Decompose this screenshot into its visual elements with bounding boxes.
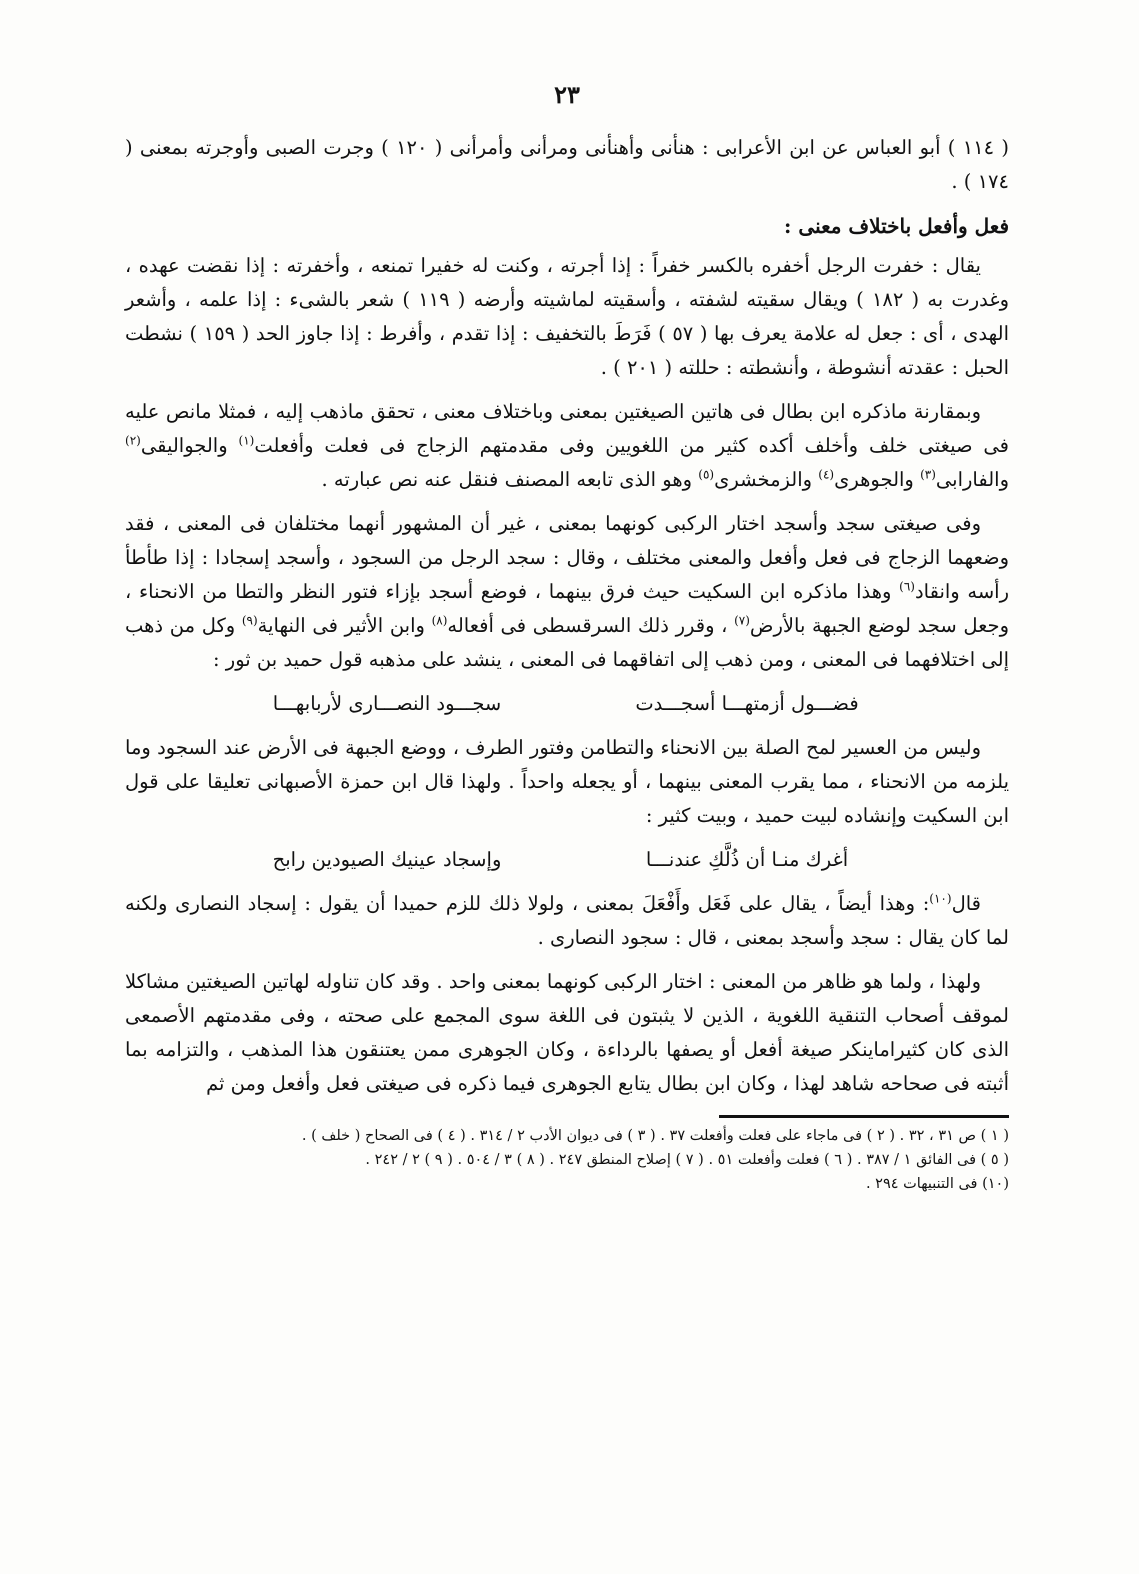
footnote-line: (١٠) فى التنبيهات ٢٩٤ . (865, 1176, 1009, 1192)
footnote-line: ( ٥ ) فى الفائق ١ / ٣٨٧ . ( ٦ ) فعلت وأفعلت ٥١ . ( ٧ ) إصلاح المنطق ٢٤٧ . ( ٨ ) ٣ / ٥٠٤ . ( ٩ ) ٢ / ٢٤٢ . (365, 1152, 1009, 1168)
footnote-ref-8: (٨) (431, 613, 448, 628)
footnote-ref-10: (١٠) (929, 891, 952, 906)
footnote-line: ( ١ ) ص ٣١ ، ٣٢ . ( ٢ ) فى ماجاء على فعلت وأفعلت ٣٧ . ( ٣ ) فى ديوان الأدب ٢ / ٣١٤ . ( ٤ ) فى الصحاح ( خلف ) . (301, 1128, 1009, 1144)
footnote-ref-9: (٩) (241, 613, 258, 628)
verse-1 (125, 687, 1009, 721)
text-run: قال (951, 892, 981, 915)
text-run: وهذا ماذكره ابن السكيت حيث فرق بينهما ، فوضع أسجد بإزاء فتور النظر والتطا من الانحناء ، وجعل سجد لوضع الجبهة بالأرض (125, 580, 1010, 637)
paragraph-2: يقال : خفرت الرجل أخفره بالكسر خفراً : إذا أجرته ، وكنت له خفيرا تمنعه ، وأخفرته : إذا نقضت عهده ، وغدرت به ( ١٨٢ ) ويقال سقيته لشفته ، وأسقيته لماشيته وأرضه ( ١١٩ ) شعر بالشىء : إذا علمه ، وأشعر الهدى ، أى : جعل له علامة يعرف بها ( ٥٧ ) فَرَطَ بالتخفيف : إذا تقدم ، وأفرط : إذا جاوز الحد ( ١٥٩ ) نشطت الحبل : عقدته أنشوطة ، وأنشطته : حللته ( ٢٠١ ) . (125, 254, 1010, 379)
text-run: وهو الذى تابعه المصنف فنقل عنه نص عبارته . (321, 468, 699, 491)
page-number: ٢٣ (554, 80, 580, 109)
text-run: والفارابى (935, 468, 1009, 491)
text-run: والزمخشرى (714, 468, 819, 491)
footnote-ref-3: (٣) (920, 467, 936, 482)
text-run: والجواليقى (140, 434, 239, 457)
text-run: وابن الأثير فى النهاية (257, 614, 432, 637)
paragraph-3 (125, 395, 1009, 497)
footnote-ref-2: (٢) (125, 433, 141, 448)
text-run: وكل من ذهب إلى اختلافهما فى المعنى ، ومن ذهب إلى اتفاقهما فى المعنى ، ينشد على مذهبه قول حميد بن ثور : (125, 614, 1009, 671)
text-run: والجوهرى (834, 468, 921, 491)
verse-1-first-hemistich: فضـــول أزمتهـــا أسجـــدت (635, 692, 859, 715)
footnote-ref-4: (٤) (818, 467, 835, 482)
paragraph-4 (125, 507, 1009, 677)
verse-2 (125, 843, 1009, 877)
footnote-divider (719, 1115, 1009, 1118)
paragraph-6 (125, 887, 1009, 955)
footnotes (125, 1124, 1009, 1196)
body-text (125, 131, 1009, 1101)
footnote-ref-1: (١) (238, 433, 255, 448)
text-run: ، وقرر ذلك السرقسطى فى أفعاله (447, 614, 735, 637)
paragraph-5: وليس من العسير لمح الصلة بين الانحناء والتطامن وفتور الطرف ، ووضع الجبهة فى الأرض عند السجود وما يلزمه من الانحناء ، مما يقرب المعنى بينهما ، أو يجعله واحداً . ولهذا قال ابن حمزة الأصبهانى تعليقا على قول ابن السكيت وإنشاده لبيت حميد ، وبيت كثير : (125, 736, 1009, 827)
verse-2-second-hemistich: وإسجاد عينيك الصيودين رابح (272, 848, 502, 871)
text-run: : وهذا أيضاً ، يقال على فَعَل وأَفْعَلَ بمعنى ، ولولا ذلك للزم حميدا أن يقول : إسجاد النصارى ولكنه لما كان يقال : سجد وأسجد بمعنى ، قال : سجود النصارى . (125, 892, 1009, 949)
verse-2-first-hemistich: أغرك منـا أن ذُلَّكِ عندنـــا (645, 848, 849, 871)
footnote-ref-7: (٧) (734, 613, 750, 628)
footnote-ref-6: (٦) (899, 579, 915, 594)
section-heading: فعل وأفعل باختلاف معنى : (784, 214, 1009, 238)
text-run: وفى صيغتى سجد وأسجد اختار الركبى كونهما بمعنى ، غير أن المشهور أنهما مختلفان فى المعنى ، فقد وضعهما الزجاج فى فعل وأفعل والمعنى مختلف ، وقال : سجد الرجل من السجود ، وأسجد إسجادا : إذا طأطأ رأسه وانقاد (125, 512, 1010, 603)
paragraph-1: ( ١١٤ ) أبو العباس عن ابن الأعرابى : هنأنى وأهنأنى ومرأنى وأمرأنى ( ١٢٠ ) وجرت الصبى وأوجرته بمعنى ( ١٧٤ ) . (125, 136, 1009, 193)
paragraph-7: ولهذا ، ولما هو ظاهر من المعنى : اختار الركبى كونهما بمعنى واحد . وقد كان تناوله لهاتين الصيغتين مشاكلا لموقف أصحاب التنقية اللغوية ، الذين لا يثبتون فى اللغة سوى المجمع على صحته ، وفى مقدمتهم الأصمعى الذى كان كثيراماينكر صيغة أفعل أو يصفها بالرداءة ، وكان الجوهرى ممن يعتنقون هذا المذهب ، والتزامه بما أثبته فى صحاحه شاهد لهذا ، وكان ابن بطال يتابع الجوهرى فيما ذكره فى صيغتى فعل وأفعل ومن ثم (125, 970, 1009, 1095)
text-run: وبمقارنة ماذكره ابن بطال فى هاتين الصيغتين بمعنى وباختلاف معنى ، تحقق ماذهب إليه ، فمثلا مانص عليه فى صيغتى خلف وأخلف أكده كثير من اللغويين وفى مقدمتهم الزجاج فى فعلت وأفعلت (125, 400, 1009, 457)
footnote-ref-5: (٥) (698, 467, 715, 482)
verse-1-second-hemistich: سجـــود النصـــارى لأربابهـــا (272, 692, 502, 715)
